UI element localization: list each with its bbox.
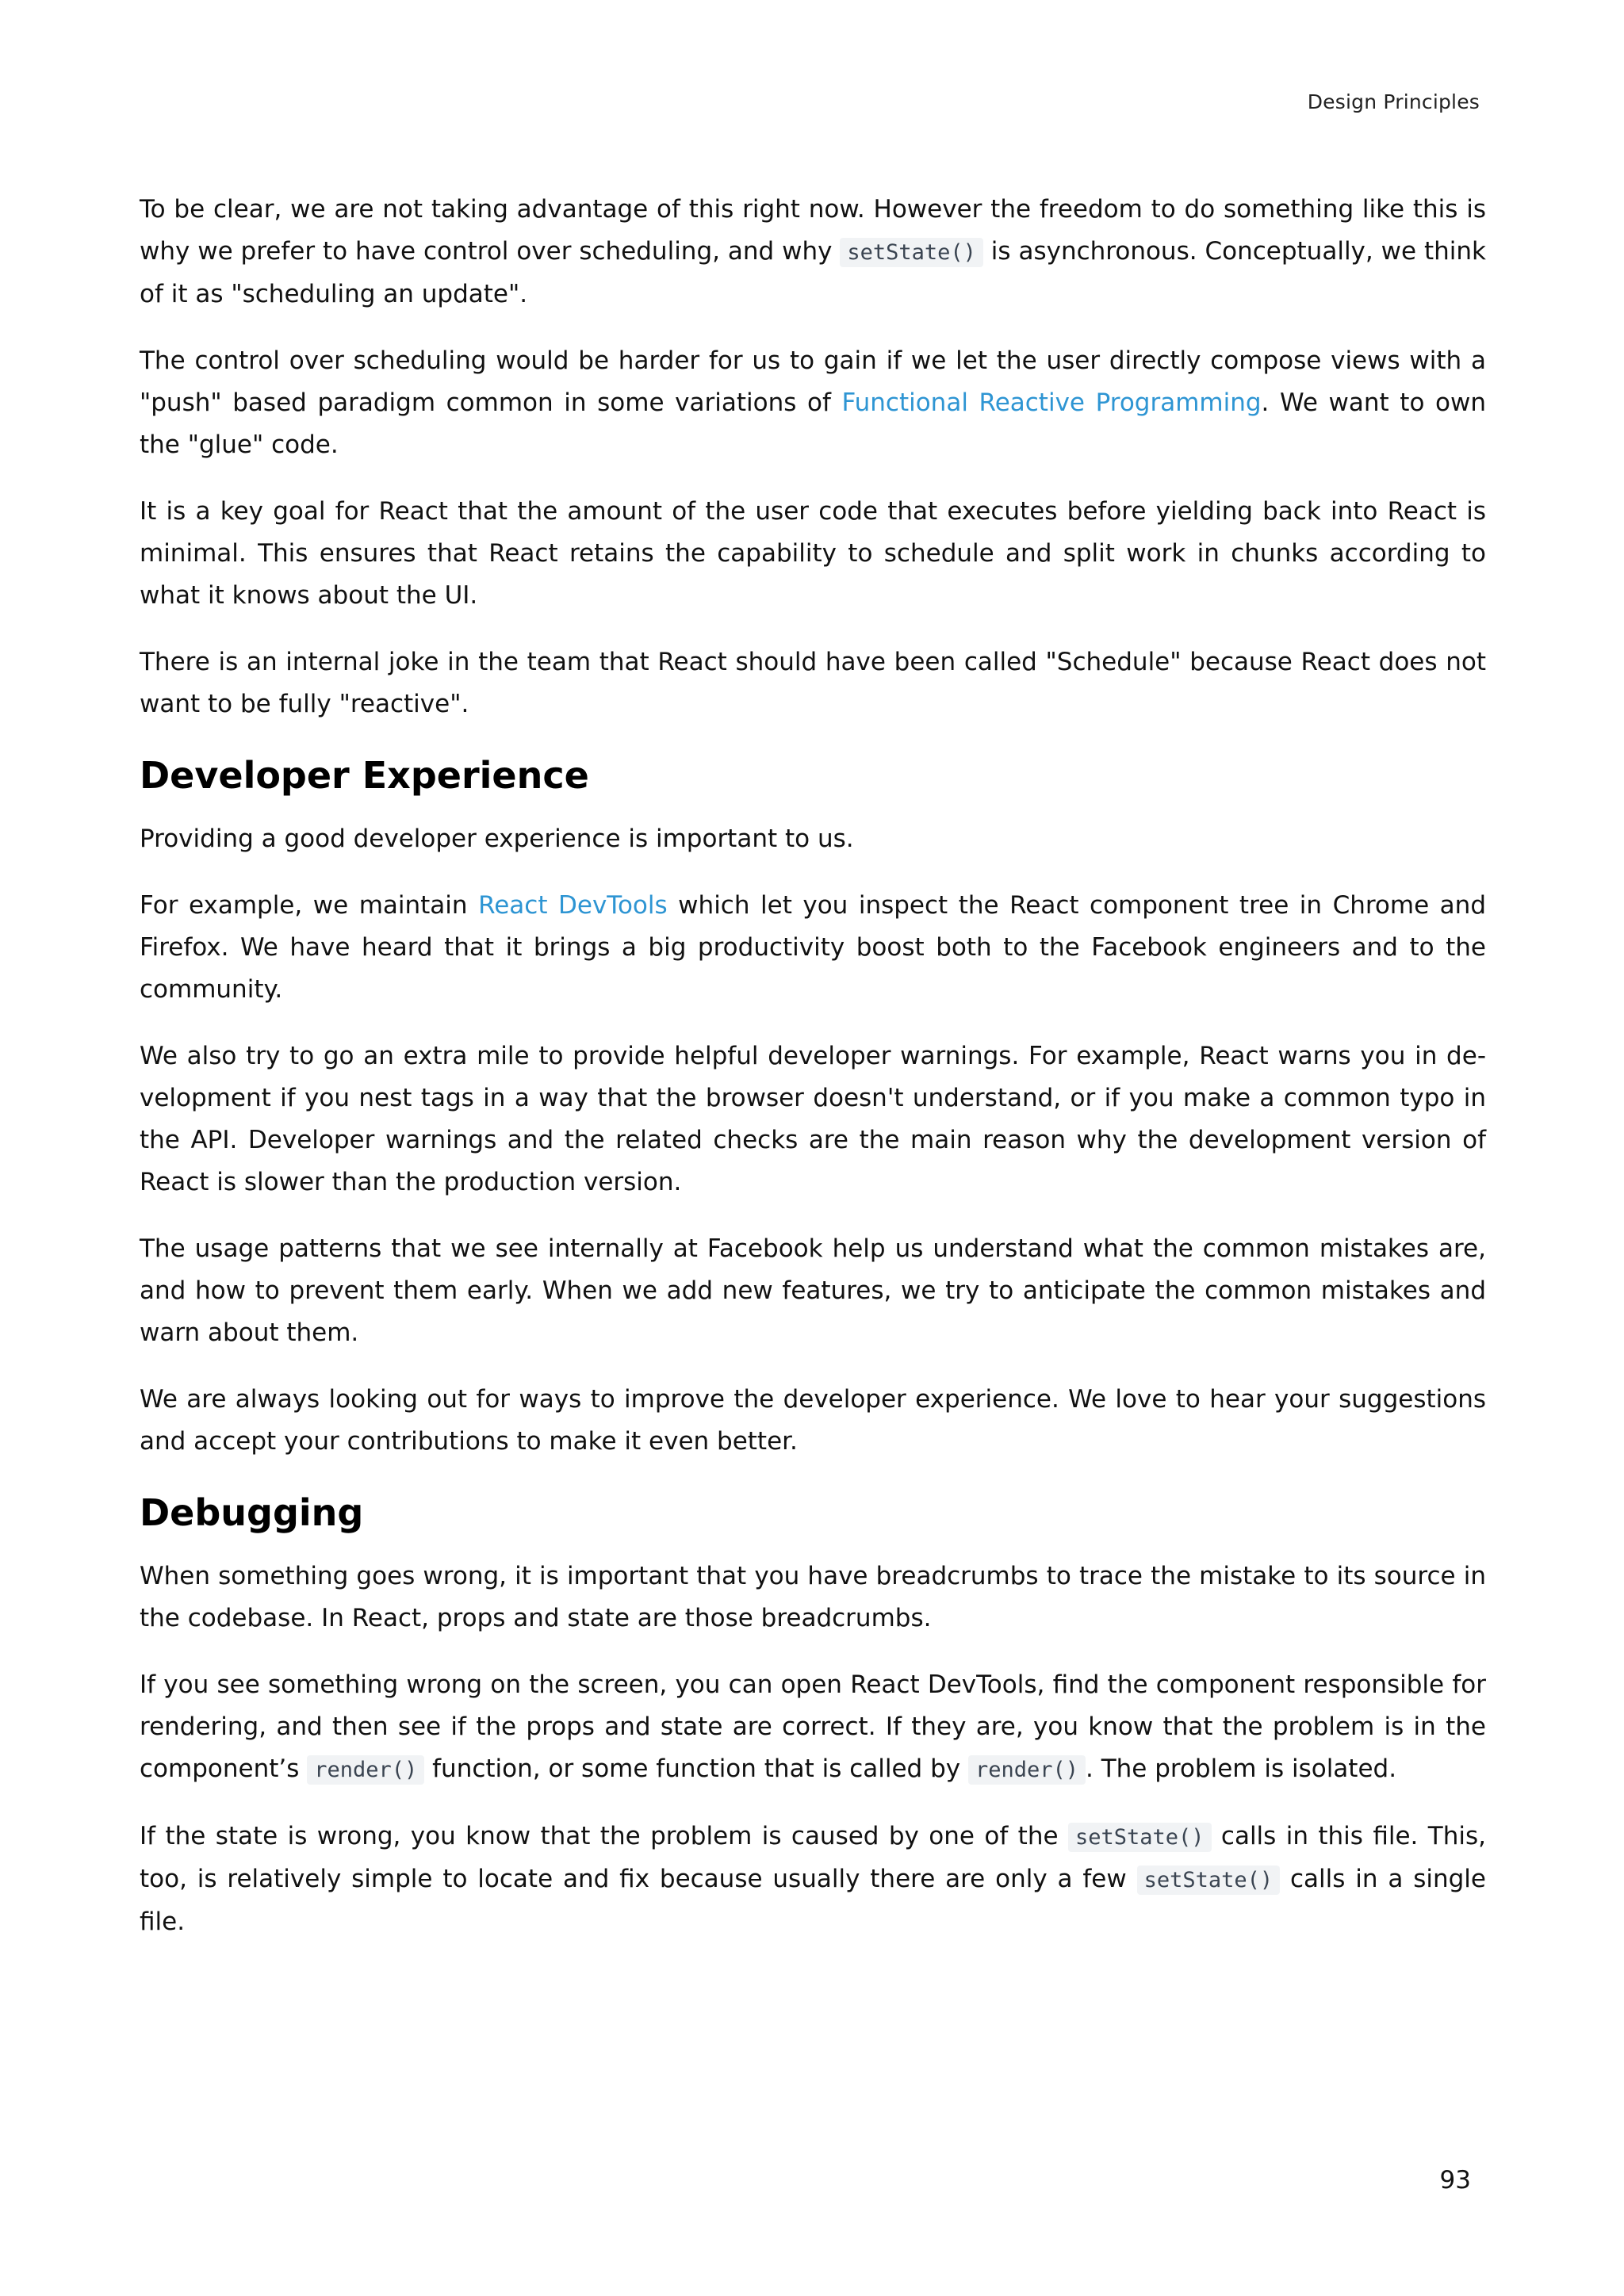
paragraph-text: If you see something wrong on the screen, you can open React DevTools, find the component responsible for rendering, and then see if the props and state are correct. If they are, you know that the problem is in the component’s: [140, 1670, 1486, 1783]
paragraph: [140, 1816, 1486, 1943]
inline-code: setState(): [1137, 1866, 1281, 1895]
inline-code: setState(): [840, 238, 983, 267]
paragraph-text: The control over scheduling would be harder for us to gain if we let the user directly compose views with a "push" based paradigm common in some variations of: [140, 346, 1486, 417]
paragraph-text: calls in this file. This, too, is relatively simple to locate and fix because usually there are only a few: [140, 1822, 1486, 1893]
paragraph-text: For example, we maintain: [140, 891, 479, 920]
paragraph: When something goes wrong, it is important that you have breadcrumbs to trace the mistake to its source in the codebase. In React, props and state are those breadcrumbs.: [140, 1562, 1486, 1632]
paragraph-text: is asynchronous. Conceptually, we think of it as "scheduling an update".: [140, 237, 1486, 308]
paragraph-text: To be clear, we are not taking advantage of this right now. However the freedom to do something like this is why we prefer to have control over scheduling, and why: [140, 195, 1486, 266]
paragraph: Providing a good developer experience is important to us.: [140, 825, 854, 853]
paragraph: We are always looking out for ways to improve the developer experience. We love to hear your suggestions and accept your contributions to make it even better.: [140, 1385, 1486, 1456]
paragraph: [140, 189, 1486, 316]
paragraph: We also try to go an extra mile to provide helpful developer warnings. For example, React warns you in development if you nest tags in a way that the browser doesn't understand, or if you make a common typo in the API. Developer warnings and the related checks are the main reason why the development version of React is slower than the production version.: [140, 1042, 1486, 1196]
paragraph: It is a key goal for React that the amount of the user code that executes before yielding back into React is minimal. This ensures that React retains the capability to schedule and split work in chunks according to what it knows about the UI.: [140, 497, 1486, 610]
inline-code: render(): [968, 1755, 1086, 1785]
paragraph: The usage patterns that we see internally at Facebook help us understand what the common mistakes are, and how to prevent them early. When we add new features, we try to anticipate the common mistakes and warn about them.: [140, 1234, 1486, 1347]
link-react-devtools[interactable]: React DevTools: [478, 891, 668, 920]
inline-code: setState(): [1068, 1823, 1212, 1852]
paragraph: There is an internal joke in the team that React should have been called "Schedule" because React does not want to be fully "reactive".: [140, 648, 1486, 718]
paragraph: [140, 885, 1486, 1011]
paragraph-text: which let you inspect the React component tree in Chrome and Firefox. We have heard that it brings a big productivity boost both to the Facebook engineers and to the community.: [140, 891, 1487, 1004]
paragraph-text: calls in a single file.: [140, 1865, 1486, 1936]
paragraph: [140, 340, 1486, 466]
paragraph: [140, 1664, 1486, 1791]
paragraph-text: If the state is wrong, you know that the problem is caused by one of the: [140, 1822, 1068, 1850]
page-number: 93: [1439, 2166, 1471, 2195]
section-heading-developer-experience: Developer Experience: [140, 754, 589, 797]
page-content: [140, 189, 1486, 1968]
running-header: Design Principles: [1307, 90, 1480, 113]
link-functional-reactive-programming[interactable]: Functional Reactive Programming: [841, 388, 1262, 417]
inline-code: render(): [307, 1755, 424, 1785]
section-heading-debugging: Debugging: [140, 1491, 364, 1534]
paragraph-text: . We want to own the "glue" code.: [140, 388, 1486, 459]
paragraph-text: . The problem is isolated.: [1086, 1755, 1397, 1783]
paragraph-text: function, or some function that is called by: [424, 1755, 968, 1783]
